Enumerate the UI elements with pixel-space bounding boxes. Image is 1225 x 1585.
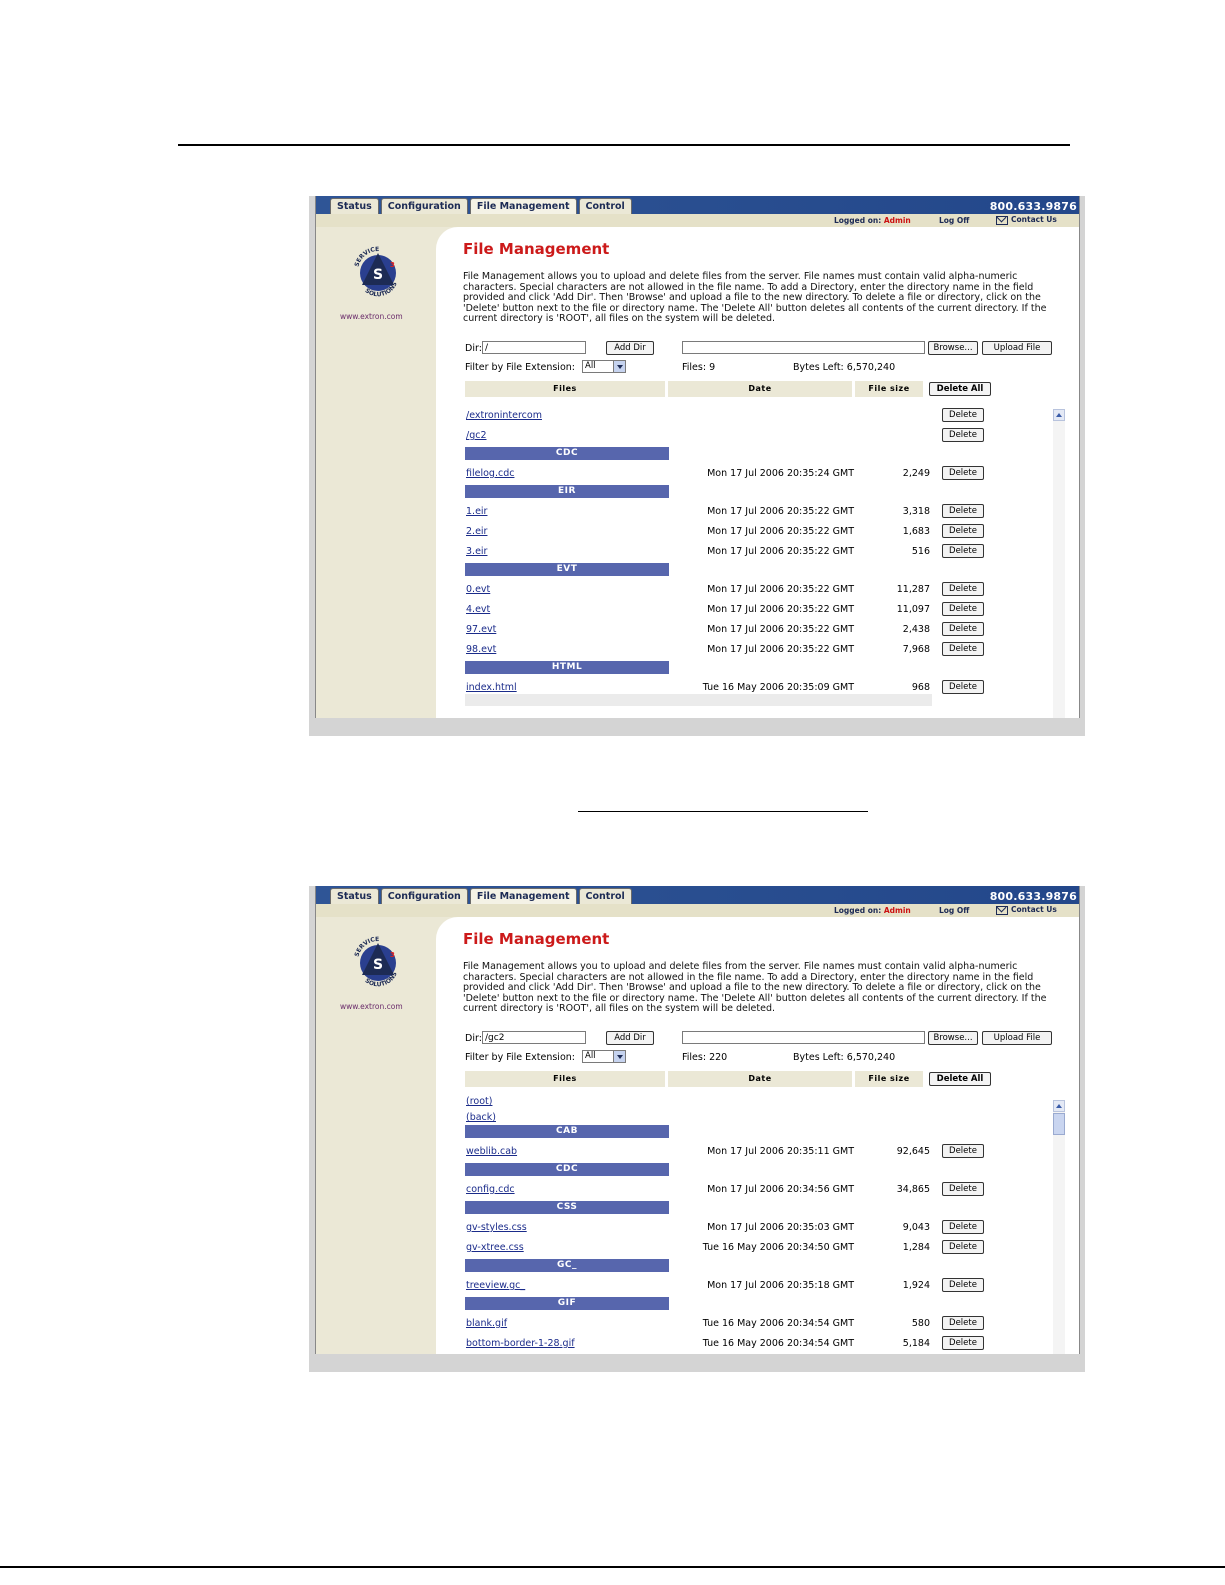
svg-text:3: 3 <box>390 261 395 269</box>
screenshot-root-directory <box>309 196 1085 736</box>
nav-link[interactable]: (back) <box>466 1112 496 1123</box>
file-row <box>436 1217 1056 1237</box>
scroll-up-icon[interactable] <box>1053 1100 1065 1112</box>
directory-link[interactable]: /gc2 <box>466 430 487 441</box>
svg-text:3: 3 <box>390 951 395 959</box>
delete-button[interactable]: Delete <box>942 582 984 596</box>
file-row <box>436 1179 1056 1199</box>
category-header: GC_ <box>465 1259 669 1272</box>
page-description: File Management allows you to upload and delete files from the server. File names must contain valid alpha-numeric characters. Special characters are not allowed in the file name. To add a Directory, enter the directory name in the field provided and click 'Add Dir'. Then 'Browse' and upload a file to the new directory. To delete a file or directory, click on the 'Delete' button next to the file or directory name. The 'Delete All' button deletes all contents of the current directory. If the current directory is 'ROOT', all files on the system will be deleted. <box>463 961 1047 1015</box>
sidebar <box>316 227 434 718</box>
page-bottom-rule <box>0 1566 1225 1568</box>
file-link[interactable]: weblib.cab <box>466 1146 518 1157</box>
delete-button[interactable]: Delete <box>942 602 984 616</box>
directory-row <box>436 425 1056 445</box>
col-files-header: Files <box>465 381 665 397</box>
contact-us-link[interactable] <box>996 905 1057 915</box>
file-row <box>436 1275 1056 1295</box>
page-title: File Management <box>463 930 610 948</box>
file-row <box>436 579 1056 599</box>
file-link[interactable]: config.cdc <box>466 1184 515 1195</box>
bytes-left: Bytes Left: 6,570,240 <box>793 362 896 373</box>
tab-file-management[interactable]: File Management <box>470 198 577 214</box>
vertical-scrollbar[interactable] <box>1053 1100 1065 1354</box>
file-date: Mon 17 Jul 2006 20:35:22 GMT <box>707 584 854 595</box>
browser-window <box>315 196 1080 718</box>
delete-button[interactable]: Delete <box>942 524 984 538</box>
delete-button[interactable]: Delete <box>942 642 984 656</box>
delete-button[interactable]: Delete <box>942 466 984 480</box>
file-row <box>436 1313 1056 1333</box>
bytes-left: Bytes Left: 6,570,240 <box>793 1052 896 1063</box>
svg-text:SOLUTIONS: SOLUTIONS <box>363 280 399 299</box>
tab-control[interactable]: Control <box>579 888 632 904</box>
file-date: Mon 17 Jul 2006 20:35:22 GMT <box>707 624 854 635</box>
file-row <box>436 599 1056 619</box>
phone-number: 800.633.9876 <box>989 200 1077 213</box>
upload-file-button[interactable]: Upload File <box>982 341 1052 355</box>
tab-control[interactable]: Control <box>579 198 632 214</box>
col-files-header: Files <box>465 1071 665 1087</box>
col-size-header: File size <box>855 381 923 397</box>
file-date: Mon 17 Jul 2006 20:35:22 GMT <box>707 506 854 517</box>
file-row <box>436 541 1056 561</box>
file-size: 3,318 <box>902 506 930 517</box>
envelope-icon <box>996 906 1008 915</box>
contact-us-label: Contact Us <box>1011 905 1057 914</box>
contact-us-link[interactable] <box>996 215 1057 225</box>
directory-link[interactable]: /extronintercom <box>466 410 542 421</box>
col-date-header: Date <box>668 381 852 397</box>
delete-button[interactable]: Delete <box>942 1220 984 1234</box>
file-link[interactable]: 97.evt <box>466 624 497 635</box>
vertical-scrollbar[interactable] <box>1053 409 1065 718</box>
directory-row <box>436 405 1056 425</box>
file-link[interactable]: 3.eir <box>466 546 488 557</box>
filter-extension-select[interactable] <box>582 1050 626 1063</box>
envelope-icon <box>996 216 1008 225</box>
svg-text:S: S <box>372 267 384 283</box>
category-header: GIF <box>465 1297 669 1310</box>
file-row <box>436 1141 1056 1161</box>
file-date: Tue 16 May 2006 20:34:54 GMT <box>702 1338 854 1349</box>
file-date: Mon 17 Jul 2006 20:34:56 GMT <box>707 1184 854 1195</box>
file-row <box>436 639 1056 659</box>
file-size: 11,287 <box>896 584 930 595</box>
file-row <box>436 463 1056 483</box>
delete-all-button[interactable]: Delete All <box>929 1072 991 1086</box>
delete-button[interactable]: Delete <box>942 622 984 636</box>
nav-row <box>436 1107 1056 1127</box>
file-size: 11,097 <box>896 604 930 615</box>
svg-text:SERVICE: SERVICE <box>353 935 380 958</box>
scrollbar-thumb[interactable] <box>1053 1113 1065 1135</box>
file-date: Mon 17 Jul 2006 20:35:11 GMT <box>707 1146 854 1157</box>
svg-text:SERVICE: SERVICE <box>353 245 380 268</box>
browse-button[interactable]: Browse... <box>928 341 978 355</box>
logged-on-user: Admin <box>883 216 911 225</box>
file-size: 9,043 <box>902 1222 930 1233</box>
delete-button[interactable]: Delete <box>942 1316 984 1330</box>
caption-underline <box>578 811 868 812</box>
delete-button[interactable]: Delete <box>942 1240 984 1254</box>
filter-selected-value: All <box>585 1051 596 1061</box>
file-size: 1,284 <box>902 1242 930 1253</box>
category-header: CDC <box>465 447 669 460</box>
delete-all-button[interactable]: Delete All <box>929 382 991 396</box>
delete-button[interactable]: Delete <box>942 408 984 422</box>
delete-button[interactable]: Delete <box>942 504 984 518</box>
file-link[interactable]: treeview.gc_ <box>466 1280 526 1291</box>
upload-file-button[interactable]: Upload File <box>982 1031 1052 1045</box>
category-header: CSS <box>465 1201 669 1214</box>
file-size: 7,968 <box>902 644 930 655</box>
log-off-link[interactable]: Log Off <box>939 906 970 915</box>
col-date-header: Date <box>668 1071 852 1087</box>
file-date: Mon 17 Jul 2006 20:35:18 GMT <box>707 1280 854 1291</box>
file-size: 580 <box>911 1318 930 1329</box>
delete-button[interactable]: Delete <box>942 428 984 442</box>
file-date: Mon 17 Jul 2006 20:35:22 GMT <box>707 526 854 537</box>
col-size-header: File size <box>855 1071 923 1087</box>
page-top-rule <box>178 144 1070 146</box>
file-size: 1,924 <box>902 1280 930 1291</box>
chevron-down-icon <box>613 361 625 372</box>
main-content <box>436 917 1079 1354</box>
dir-input[interactable]: / <box>482 341 586 354</box>
add-dir-button[interactable]: Add Dir <box>606 1031 654 1045</box>
main-content <box>436 227 1079 718</box>
dir-label: Dir: <box>465 343 482 354</box>
horizontal-scrollbar[interactable] <box>465 694 932 706</box>
tab-configuration[interactable]: Configuration <box>381 888 468 904</box>
category-header: EVT <box>465 563 669 576</box>
scroll-up-icon[interactable] <box>1053 409 1065 421</box>
file-row <box>436 501 1056 521</box>
file-link[interactable]: 2.eir <box>466 526 488 537</box>
contact-us-label: Contact Us <box>1011 215 1057 224</box>
file-size: 516 <box>911 546 930 557</box>
file-size: 2,249 <box>902 468 930 479</box>
file-link[interactable]: 4.evt <box>466 604 491 615</box>
svg-text:SOLUTIONS: SOLUTIONS <box>363 970 399 989</box>
tab-bar <box>316 196 1079 214</box>
user-bar <box>316 904 1079 917</box>
log-off-link[interactable]: Log Off <box>939 216 970 225</box>
tab-bar <box>316 886 1079 904</box>
delete-button[interactable]: Delete <box>942 1278 984 1292</box>
file-date: Tue 16 May 2006 20:34:54 GMT <box>702 1318 854 1329</box>
file-date: Tue 16 May 2006 20:34:50 GMT <box>702 1242 854 1253</box>
file-row <box>436 1237 1056 1257</box>
upload-file-path-input[interactable] <box>682 341 925 354</box>
filter-extension-select[interactable] <box>582 360 626 373</box>
browser-window <box>315 886 1080 1354</box>
file-link[interactable]: 0.evt <box>466 584 491 595</box>
file-date: Mon 17 Jul 2006 20:35:22 GMT <box>707 644 854 655</box>
file-size: 34,865 <box>896 1184 930 1195</box>
file-link[interactable]: index.html <box>466 682 517 693</box>
file-date: Mon 17 Jul 2006 20:35:24 GMT <box>707 468 854 479</box>
sidebar <box>316 917 434 1354</box>
logged-on-label: Logged on: <box>834 906 882 915</box>
file-link[interactable]: 98.evt <box>466 644 497 655</box>
logged-on-user: Admin <box>883 906 911 915</box>
phone-number: 800.633.9876 <box>989 890 1077 903</box>
delete-button[interactable]: Delete <box>942 544 984 558</box>
extron-s3-logo-icon <box>350 245 406 301</box>
file-size: 5,184 <box>902 1338 930 1349</box>
extron-url[interactable]: www.extron.com <box>340 1002 403 1011</box>
delete-button[interactable]: Delete <box>942 1336 984 1350</box>
delete-button[interactable]: Delete <box>942 1144 984 1158</box>
file-date: Mon 17 Jul 2006 20:35:03 GMT <box>707 1222 854 1233</box>
filter-label: Filter by File Extension: <box>465 362 575 373</box>
page-title: File Management <box>463 240 610 258</box>
tab-status[interactable]: Status <box>330 198 379 214</box>
file-size: 968 <box>911 682 930 693</box>
extron-s3-logo-icon <box>350 935 406 991</box>
dir-input[interactable]: /gc2 <box>482 1031 586 1044</box>
nav-link[interactable]: (root) <box>466 1096 493 1107</box>
upload-file-path-input[interactable] <box>682 1031 925 1044</box>
logged-on-label: Logged on: <box>834 216 882 225</box>
delete-button[interactable]: Delete <box>942 680 984 694</box>
category-header: CAB <box>465 1125 669 1138</box>
dir-label: Dir: <box>465 1033 482 1044</box>
filter-selected-value: All <box>585 361 596 371</box>
logged-on-status <box>834 906 911 915</box>
add-dir-button[interactable]: Add Dir <box>606 341 654 355</box>
file-link[interactable]: 1.eir <box>466 506 488 517</box>
file-link[interactable]: filelog.cdc <box>466 468 515 479</box>
delete-button[interactable]: Delete <box>942 1182 984 1196</box>
file-date: Tue 16 May 2006 20:35:09 GMT <box>702 682 854 693</box>
logged-on-status <box>834 216 911 225</box>
file-size: 1,683 <box>902 526 930 537</box>
file-row <box>436 1333 1056 1353</box>
svg-text:S: S <box>372 957 384 973</box>
file-size: 92,645 <box>896 1146 930 1157</box>
file-link[interactable]: blank.gif <box>466 1318 508 1329</box>
user-bar <box>316 214 1079 227</box>
browse-button[interactable]: Browse... <box>928 1031 978 1045</box>
file-link[interactable]: gv-xtree.css <box>466 1242 524 1253</box>
file-date: Mon 17 Jul 2006 20:35:22 GMT <box>707 604 854 615</box>
file-link[interactable]: bottom-border-1-28.gif <box>466 1338 575 1349</box>
file-size: 2,438 <box>902 624 930 635</box>
tab-file-management[interactable]: File Management <box>470 888 577 904</box>
file-date: Mon 17 Jul 2006 20:35:22 GMT <box>707 546 854 557</box>
files-count: Files: 9 <box>682 362 716 373</box>
file-row <box>436 521 1056 541</box>
page-description: File Management allows you to upload and delete files from the server. File names must contain valid alpha-numeric characters. Special characters are not allowed in the file name. To add a Directory, enter the directory name in the field provided and click 'Add Dir'. Then 'Browse' and upload a file to the new directory. To delete a file or directory, click on the 'Delete' button next to the file or directory name. The 'Delete All' button deletes all contents of the current directory. If the current directory is 'ROOT', all files on the system will be deleted. <box>463 271 1047 325</box>
file-row <box>436 619 1056 639</box>
file-link[interactable]: gv-styles.css <box>466 1222 527 1233</box>
screenshot-gc2-directory <box>309 886 1085 1372</box>
filter-label: Filter by File Extension: <box>465 1052 575 1063</box>
category-header: HTML <box>465 661 669 674</box>
chevron-down-icon <box>613 1051 625 1062</box>
tab-configuration[interactable]: Configuration <box>381 198 468 214</box>
extron-url[interactable]: www.extron.com <box>340 312 403 321</box>
category-header: CDC <box>465 1163 669 1176</box>
tab-status[interactable]: Status <box>330 888 379 904</box>
category-header: EIR <box>465 485 669 498</box>
files-count: Files: 220 <box>682 1052 728 1063</box>
